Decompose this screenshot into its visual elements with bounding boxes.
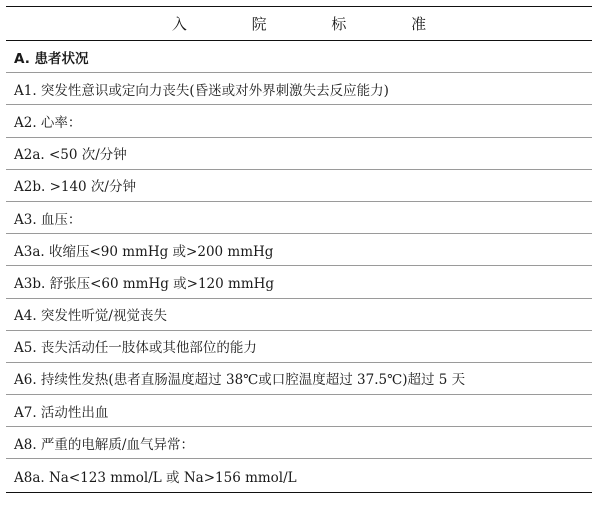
criterion-row-a3 xyxy=(6,202,592,234)
criterion-text: A5. 丧失活动任一肢体或其他部位的能力 xyxy=(14,340,257,357)
criterion-text: A7. 活动性出血 xyxy=(14,404,109,421)
criterion-row-a7 xyxy=(6,395,592,427)
table-title-row xyxy=(6,7,592,41)
criterion-row-a8a xyxy=(6,459,592,491)
criterion-text: A2. 心率： xyxy=(14,114,82,131)
criterion-text: A1. 突发性意识或定向力丧失(昏迷或对外界刺激失去反应能力) xyxy=(14,82,389,99)
criterion-text: A6. 持续性发热(患者直肠温度超过 38℃或口腔温度超过 37.5℃)超过 5 天 xyxy=(14,372,466,389)
criterion-row-a2a xyxy=(6,138,592,170)
criterion-text: A3a. 收缩压<90 mmHg 或>200 mmHg xyxy=(14,243,274,260)
criterion-row-a3a xyxy=(6,234,592,266)
criterion-text: A3b. 舒张压<60 mmHg 或>120 mmHg xyxy=(14,275,275,292)
criterion-text: A4. 突发性听觉/视觉丧失 xyxy=(14,308,167,325)
criterion-text: A2a. <50 次/分钟 xyxy=(14,147,127,164)
criterion-row-a4 xyxy=(6,299,592,331)
section-title: A. 患者状况 xyxy=(14,50,89,67)
criterion-row-a3b xyxy=(6,266,592,298)
criterion-row-a1 xyxy=(6,73,592,105)
criterion-row-a5 xyxy=(6,331,592,363)
criterion-text: A3. 血压： xyxy=(14,211,82,228)
criterion-row-a2 xyxy=(6,105,592,137)
criterion-row-a2b xyxy=(6,170,592,202)
criterion-text: A8. 严重的电解质/血气异常： xyxy=(14,436,194,453)
table-title: 入 院 标 准 xyxy=(171,15,457,33)
criterion-row-a6 xyxy=(6,363,592,395)
criterion-row-a8 xyxy=(6,427,592,459)
admission-criteria-table xyxy=(6,6,592,493)
criterion-text: A2b. >140 次/分钟 xyxy=(14,179,136,196)
criterion-text: A8a. Na<123 mmol/L 或 Na>156 mmol/L xyxy=(14,469,297,486)
section-header-row xyxy=(6,41,592,73)
